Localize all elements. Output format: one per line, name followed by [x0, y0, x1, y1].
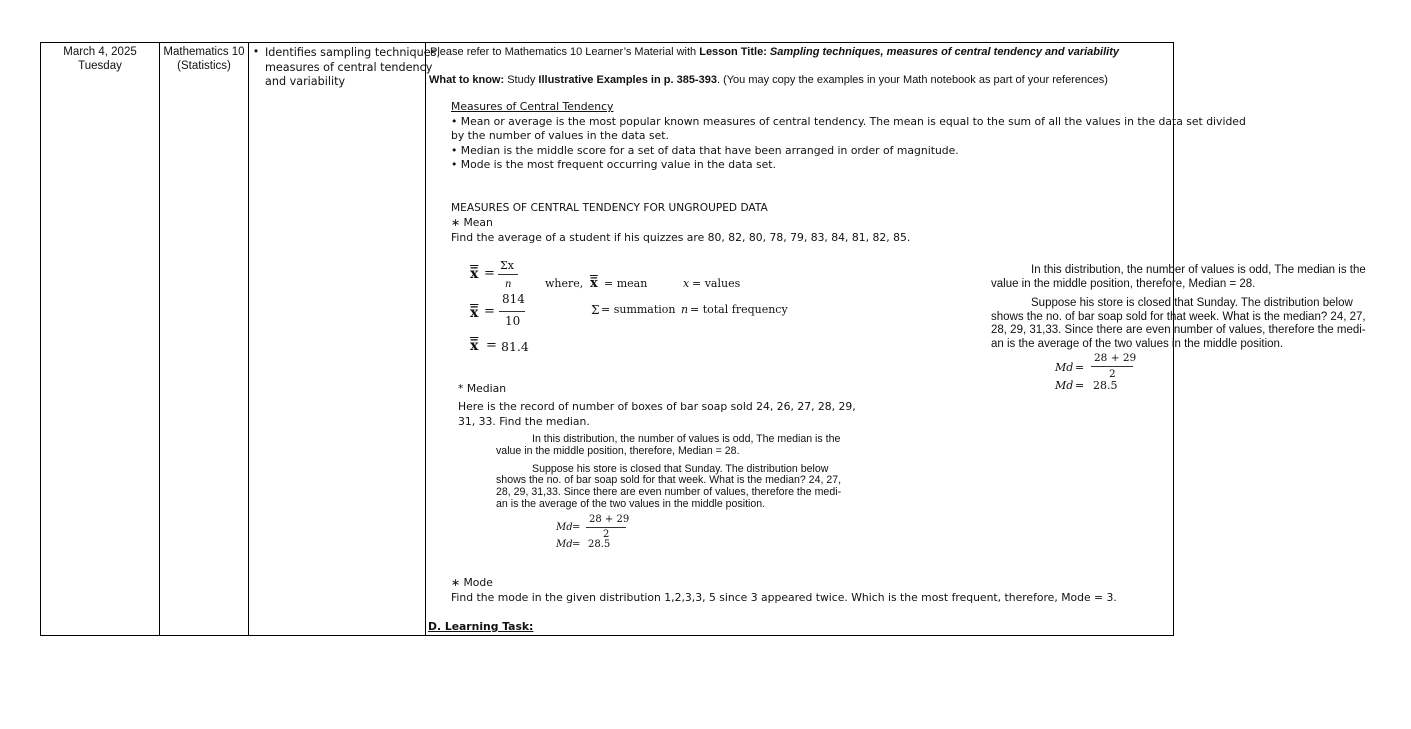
- xbar-symbol: x̅: [470, 305, 479, 321]
- ungrouped-heading: MEASURES OF CENTRAL TENDENCY FOR UNGROUPED DATA: [451, 202, 768, 214]
- sigma-symbol: Σ: [591, 303, 600, 317]
- day-text: Tuesday: [78, 60, 122, 72]
- intro-label: Lesson Title:: [699, 46, 770, 58]
- fraction-bar: [1091, 366, 1133, 367]
- know-label: What to know:: [429, 74, 505, 86]
- sum-x: Σx: [500, 259, 514, 272]
- fraction-bar: [499, 311, 525, 312]
- equals-sign: =: [572, 522, 581, 533]
- summation-definition: = summation: [601, 303, 676, 316]
- median-text-line: Suppose his store is closed that Sunday. The distribution below: [532, 462, 829, 475]
- mean-definition: = mean: [604, 277, 648, 290]
- clipped-text-line: shows the no. of bar soap sold for that week. What is the median? 24, 27,: [991, 310, 1366, 323]
- numerator: 814: [502, 292, 525, 306]
- column-divider: [425, 42, 426, 636]
- column-divider: [159, 42, 160, 636]
- median-result: 28.5: [1093, 379, 1118, 392]
- mode-problem: Find the mode in the given distribution 1,2,3,3, 5 since 3 appeared twice. Which is the most frequent, therefore, Mode = 3.: [451, 591, 1117, 604]
- subject-cell: [161, 45, 247, 73]
- equals-sign: =: [484, 304, 495, 319]
- column-divider: [248, 42, 249, 636]
- clipped-text-line: value in the middle position, therefore, Median = 28.: [991, 277, 1256, 290]
- clipped-text-line: 28, 29, 31,33. Since there are even number of values, therefore the medi-: [991, 324, 1366, 336]
- median-denominator: 2: [1109, 368, 1116, 380]
- date-text: March 4, 2025: [63, 46, 137, 58]
- what-to-know-line: [429, 74, 1108, 86]
- subject-name: Mathematics 10: [163, 46, 245, 58]
- intro-prefix: Please refer to Mathematics 10 Learner’s Material with: [430, 46, 700, 58]
- know-pages: in p. 385-393: [647, 74, 717, 86]
- median-text-line: In this distribution, the number of values is odd, The median is the: [532, 433, 841, 445]
- intro-title: Sampling techniques, measures of central tendency and variability: [769, 46, 1119, 58]
- n-variable: n: [681, 303, 689, 316]
- md-symbol: Md: [556, 539, 573, 550]
- objective-cell: [265, 46, 440, 90]
- xbar-symbol: x̅: [470, 266, 479, 282]
- equals-sign: =: [484, 266, 495, 281]
- median-heading: * Median: [458, 382, 507, 395]
- where-label: where,: [545, 277, 584, 290]
- know-rest: . (You may copy the examples in your Math notebook as part of your references): [716, 74, 1108, 86]
- objective-line: Identifies sampling techniques,: [265, 46, 441, 59]
- know-examples: Illustrative Examples: [538, 74, 648, 86]
- xbar-symbol: x̅: [590, 276, 598, 291]
- median-explanation: [496, 434, 886, 511]
- median-text-line: shows the no. of bar soap sold for that week. What is the median? 24, 27,: [496, 474, 842, 487]
- mode-heading: ∗ Mode: [451, 576, 493, 589]
- mean-heading: ∗ Mean: [451, 216, 493, 229]
- fraction-bar: [498, 274, 518, 275]
- md-symbol: Md: [1055, 361, 1074, 374]
- n-symbol: n: [505, 279, 512, 290]
- median-problem-line: 31, 33. Find the median.: [458, 415, 590, 428]
- equals-sign: =: [1075, 379, 1085, 392]
- clipped-median-text: [991, 264, 1411, 351]
- objective-line: measures of central tendency: [265, 60, 433, 74]
- median-numerator: 28 + 29: [589, 514, 630, 525]
- result: 81.4: [501, 339, 529, 354]
- learning-task-heading: D. Learning Task:: [428, 620, 534, 633]
- clipped-text-line: an is the average of the two values in the middle position.: [991, 337, 1284, 350]
- median-result: 28.5: [588, 539, 611, 550]
- median-denominator: 2: [603, 529, 610, 540]
- median-problem-line: Here is the record of number of boxes of bar soap sold 24, 26, 27, 28, 29,: [458, 400, 856, 413]
- equals-sign: =: [1075, 361, 1085, 374]
- intro-line: [430, 46, 1119, 58]
- values-definition: = values: [692, 277, 741, 290]
- objective-line: and variability: [265, 75, 346, 88]
- mct-line: by the number of values in the data set.: [451, 129, 669, 143]
- median-text-line: 28, 29, 31,33. Since there are even number of values, therefore the medi-: [496, 486, 842, 499]
- fraction-bar: [586, 527, 626, 528]
- central-tendency-section: [451, 100, 1246, 173]
- objective-bullet: •: [254, 46, 259, 58]
- clipped-text-line: In this distribution, the number of values is odd, The median is the: [1031, 264, 1366, 276]
- median-text-line: value in the middle position, therefore, Median = 28.: [496, 444, 740, 457]
- mean-problem: Find the average of a student if his quizzes are 80, 82, 80, 78, 79, 83, 84, 81, 82, 85.: [451, 231, 911, 244]
- equals-sign: =: [572, 539, 581, 550]
- mct-line: • Mean or average is the most popular known measures of central tendency. The mean is equal to the sum of all the values in the data set divided: [451, 114, 1246, 128]
- subject-topic: (Statistics): [177, 60, 231, 72]
- clipped-text-line: Suppose his store is closed that Sunday. The distribution below: [1031, 297, 1353, 309]
- n-definition: = total frequency: [690, 303, 788, 316]
- know-mid: Study: [504, 74, 539, 86]
- median-problem: [458, 399, 856, 429]
- mct-heading: Measures of Central Tendency: [451, 100, 614, 113]
- clipped-median-image: [985, 262, 1366, 402]
- median-text-line: an is the average of the two values in the middle position.: [496, 497, 766, 510]
- equals-sign: =: [486, 338, 497, 353]
- md-symbol: Md: [1055, 379, 1074, 392]
- x-variable: x: [683, 277, 690, 290]
- mct-line: • Median is the middle score for a set of data that have been arranged in order of magnitude.: [451, 143, 959, 157]
- denominator: 10: [505, 314, 521, 328]
- xbar-symbol: x̅: [470, 338, 479, 354]
- median-numerator: 28 + 29: [1094, 352, 1137, 364]
- md-symbol: Md: [556, 522, 573, 533]
- date-cell: [42, 45, 158, 73]
- mct-line: • Mode is the most frequent occurring value in the data set.: [451, 158, 776, 172]
